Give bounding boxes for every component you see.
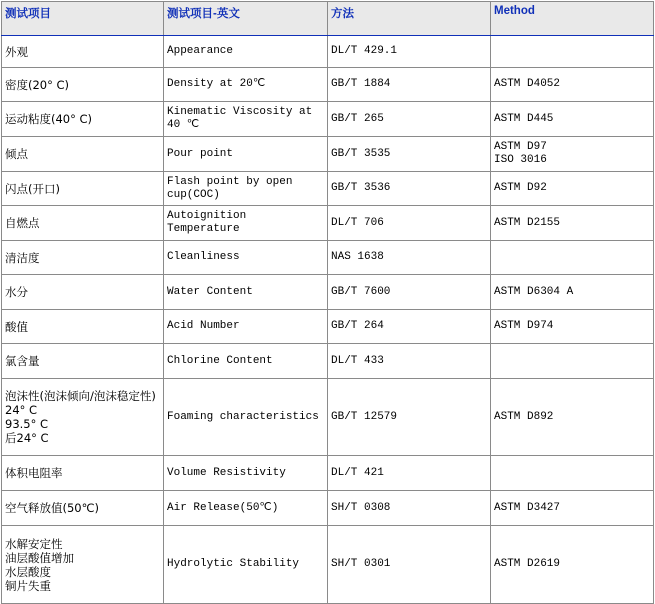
cell-line: ASTM D974 <box>494 320 554 332</box>
cell-method <box>491 275 654 310</box>
cell-test-item-english <box>164 379 328 456</box>
cell-test-item <box>2 241 164 275</box>
table-row <box>2 275 654 310</box>
cell-method <box>491 172 654 206</box>
cell-method-cn: GB/T 7600 <box>328 275 491 310</box>
cell-test-item <box>2 344 164 379</box>
cell-method <box>491 241 654 275</box>
cell-test-item-english <box>164 241 328 275</box>
table-row <box>2 137 654 172</box>
cell-test-item-english <box>164 491 328 526</box>
cell-line: 泡沫性(泡沫倾向/泡沫稳定性) <box>5 389 156 403</box>
cell-method-cn: GB/T 265 <box>328 102 491 137</box>
cell-test-item-english <box>164 68 328 102</box>
cell-test-item-english <box>164 526 328 604</box>
cell-line: 酸值 <box>5 319 28 334</box>
cell-method <box>491 68 654 102</box>
header-method-cn: 方法 <box>328 2 491 36</box>
cell-text: Autoignition Temperature <box>167 210 247 235</box>
cell-method <box>491 379 654 456</box>
cell-test-item-english <box>164 310 328 344</box>
cell-text: Chlorine Content <box>167 354 273 367</box>
table-row <box>2 36 654 68</box>
table-row <box>2 241 654 275</box>
cell-text: Flash point by open cup(COC) <box>167 175 293 201</box>
table-body <box>2 36 654 604</box>
cell-method-cn: GB/T 264 <box>328 310 491 344</box>
cell-method-cn: DL/T 429.1 <box>328 36 491 68</box>
cell-test-item <box>2 526 164 604</box>
table-row <box>2 102 654 137</box>
table-row <box>2 344 654 379</box>
cell-line: 自燃点 <box>5 216 40 230</box>
cell-line: ASTM D97 <box>494 141 547 153</box>
table-row <box>2 379 654 456</box>
table-row <box>2 456 654 491</box>
cell-method <box>491 206 654 241</box>
cell-line: ASTM D445 <box>494 112 554 125</box>
cell-line: 体积电阻率 <box>5 466 63 480</box>
cell-test-item <box>2 36 164 68</box>
cell-line: ISO 3016 <box>494 154 547 166</box>
cell-method <box>491 36 654 68</box>
cell-line: 空气释放值(50℃) <box>5 501 100 515</box>
cell-method-cn: DL/T 421 <box>328 456 491 491</box>
cell-method-cn: GB/T 3535 <box>328 137 491 172</box>
cell-method-cn: DL/T 706 <box>328 206 491 241</box>
cell-line: ASTM D892 <box>494 410 554 423</box>
cell-text: Acid Number <box>167 320 240 332</box>
cell-test-item <box>2 172 164 206</box>
cell-line: 水层酸度 <box>5 564 51 579</box>
cell-line: ASTM D2155 <box>494 216 561 229</box>
cell-test-item-english <box>164 456 328 491</box>
cell-method <box>491 137 654 172</box>
cell-test-item <box>2 206 164 241</box>
cell-line: 93.5° C <box>5 417 49 431</box>
cell-line: 铜片失重 <box>5 578 51 593</box>
cell-line: 后24° C <box>5 431 49 445</box>
cell-line: 倾点 <box>5 147 28 161</box>
cell-line: 密度(20° C) <box>5 77 70 92</box>
cell-line: 外观 <box>5 44 28 59</box>
cell-line: ASTM D4052 <box>494 78 561 90</box>
cell-method <box>491 310 654 344</box>
cell-method-cn: NAS 1638 <box>328 241 491 275</box>
cell-test-item-english <box>164 206 328 241</box>
cell-line: 清洁度 <box>5 250 40 265</box>
cell-test-item <box>2 456 164 491</box>
cell-line: ASTM D92 <box>494 182 547 194</box>
cell-line: ASTM D6304 A <box>494 285 574 298</box>
cell-line: ASTM D3427 <box>494 501 561 514</box>
cell-test-item-english <box>164 275 328 310</box>
header-method: Method <box>491 2 654 36</box>
cell-line: ASTM D2619 <box>494 558 561 570</box>
cell-line: 氯含量 <box>5 354 40 368</box>
cell-line: 油层酸值增加 <box>5 550 74 565</box>
cell-method-cn: DL/T 433 <box>328 344 491 379</box>
header-test-item-english: 测试项目-英文 <box>164 2 328 36</box>
table-row <box>2 491 654 526</box>
cell-test-item <box>2 68 164 102</box>
cell-text: Air Release(50℃) <box>167 501 279 514</box>
cell-method-cn: GB/T 12579 <box>328 379 491 456</box>
cell-test-item <box>2 379 164 456</box>
cell-method <box>491 526 654 604</box>
cell-text: Kinematic Viscosity at 40 ℃ <box>167 106 313 131</box>
test-method-table <box>1 1 654 604</box>
cell-test-item-english <box>164 172 328 206</box>
cell-method-cn: SH/T 0308 <box>328 491 491 526</box>
cell-method-cn: GB/T 3536 <box>328 172 491 206</box>
cell-text: Water Content <box>167 285 253 298</box>
cell-test-item-english <box>164 137 328 172</box>
cell-text: Density at 20℃ <box>167 78 266 90</box>
cell-test-item-english <box>164 36 328 68</box>
cell-test-item <box>2 275 164 310</box>
cell-test-item-english <box>164 344 328 379</box>
cell-test-item-english <box>164 102 328 137</box>
cell-text: Foaming characteristics <box>167 410 319 423</box>
cell-text: Volume Resistivity <box>167 466 286 479</box>
header-test-item: 测试项目 <box>2 2 164 36</box>
cell-text: Hydrolytic Stability <box>167 558 300 570</box>
cell-text: Pour point <box>167 147 234 160</box>
cell-method-cn: SH/T 0301 <box>328 526 491 604</box>
cell-line: 水分 <box>5 285 28 299</box>
table-row <box>2 310 654 344</box>
header-row <box>2 2 654 36</box>
table-row <box>2 172 654 206</box>
cell-test-item <box>2 491 164 526</box>
cell-test-item <box>2 137 164 172</box>
cell-method <box>491 102 654 137</box>
cell-line: 闪点(开口) <box>5 181 60 196</box>
cell-text: Cleanliness <box>167 251 240 263</box>
table-row <box>2 206 654 241</box>
table-row <box>2 68 654 102</box>
cell-line: 运动粘度(40° C) <box>5 112 93 126</box>
cell-text: Appearance <box>167 45 234 57</box>
cell-test-item <box>2 102 164 137</box>
cell-method <box>491 344 654 379</box>
cell-line: 水解安定性 <box>5 536 63 551</box>
cell-test-item <box>2 310 164 344</box>
table-row <box>2 526 654 604</box>
cell-method <box>491 456 654 491</box>
cell-method-cn: GB/T 1884 <box>328 68 491 102</box>
cell-method <box>491 491 654 526</box>
cell-line: 24° C <box>5 403 38 417</box>
